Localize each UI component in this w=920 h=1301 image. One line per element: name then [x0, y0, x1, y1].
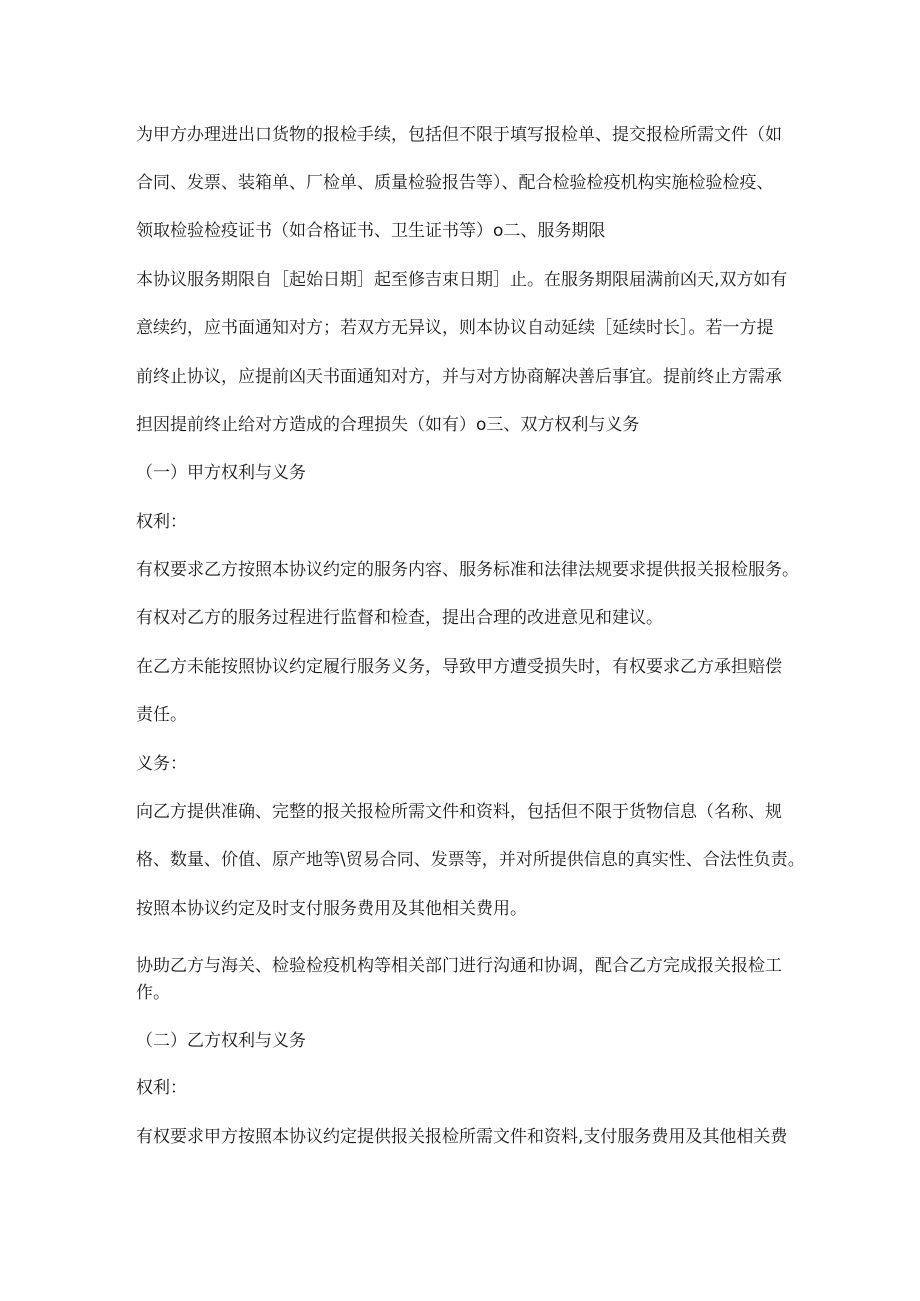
section-heading: （二）乙方权利与义务	[136, 1031, 306, 1051]
text-line: 作。	[136, 983, 170, 1003]
text-line: 格、数量、价值、原产地等\贸易合同、发票等，并对所提供信息的真实性、合法性负责。	[136, 850, 805, 870]
subheading-rights: 权利：	[136, 1078, 187, 1098]
text-line: 按照本协议约定及时支付服务费用及其他相关费用。	[136, 899, 527, 919]
text-line: 责任。	[136, 705, 187, 725]
text-line: 本协议服务期限自［起始日期］起至修吉束日期］止。在服务期限届满前凶天,双方如有	[136, 270, 788, 290]
text-line: 有权要求乙方按照本协议约定的服务内容、服务标准和法律法规要求提供报关报检服务。	[136, 560, 799, 580]
subheading-rights: 权利：	[136, 512, 187, 532]
text-line: 在乙方未能按照协议约定履行服务义务，导致甲方遭受损失时，有权要求乙方承担赔偿	[136, 657, 782, 677]
text-line: 领取检验检疫证书（如合格证书、卫生证书等）o二、服务期限	[136, 221, 606, 241]
text-line: 为甲方办理进出口货物的报检手续，包括但不限于填写报检单、提交报检所需文件（如	[136, 125, 782, 145]
text-line: 有权要求甲方按照本协议约定提供报关报检所需文件和资料,支付服务费用及其他相关费	[136, 1127, 788, 1147]
subheading-obligations: 义务：	[136, 754, 187, 774]
text-line: 有权对乙方的服务过程进行监督和检查，提出合理的改进意见和建议。	[136, 608, 663, 628]
section-heading: （一）甲方权利与义务	[136, 463, 306, 483]
text-line: 前终止协议，应提前凶天书面通知对方，并与对方协商解决善后事宜。提前终止方需承	[136, 367, 782, 387]
text-line: 担因提前终止给对方造成的合理损失（如有）o三、双方权利与义务	[136, 415, 640, 435]
text-line: 意续约，应书面通知对方；若双方无异议，则本协议自动延续［延续时长］。若一方提	[136, 318, 774, 338]
text-line: 协助乙方与海关、检验检疫机构等相关部门进行沟通和协调，配合乙方完成报关报检工	[136, 956, 782, 976]
text-line: 向乙方提供准确、完整的报关报检所需文件和资料，包括但不限于货物信息（名称、规	[136, 802, 782, 822]
text-line: 合同、发票、装箱单、厂检单、质量检验报告等）、配合检验检疫机构实施检验检疫、	[136, 173, 774, 193]
